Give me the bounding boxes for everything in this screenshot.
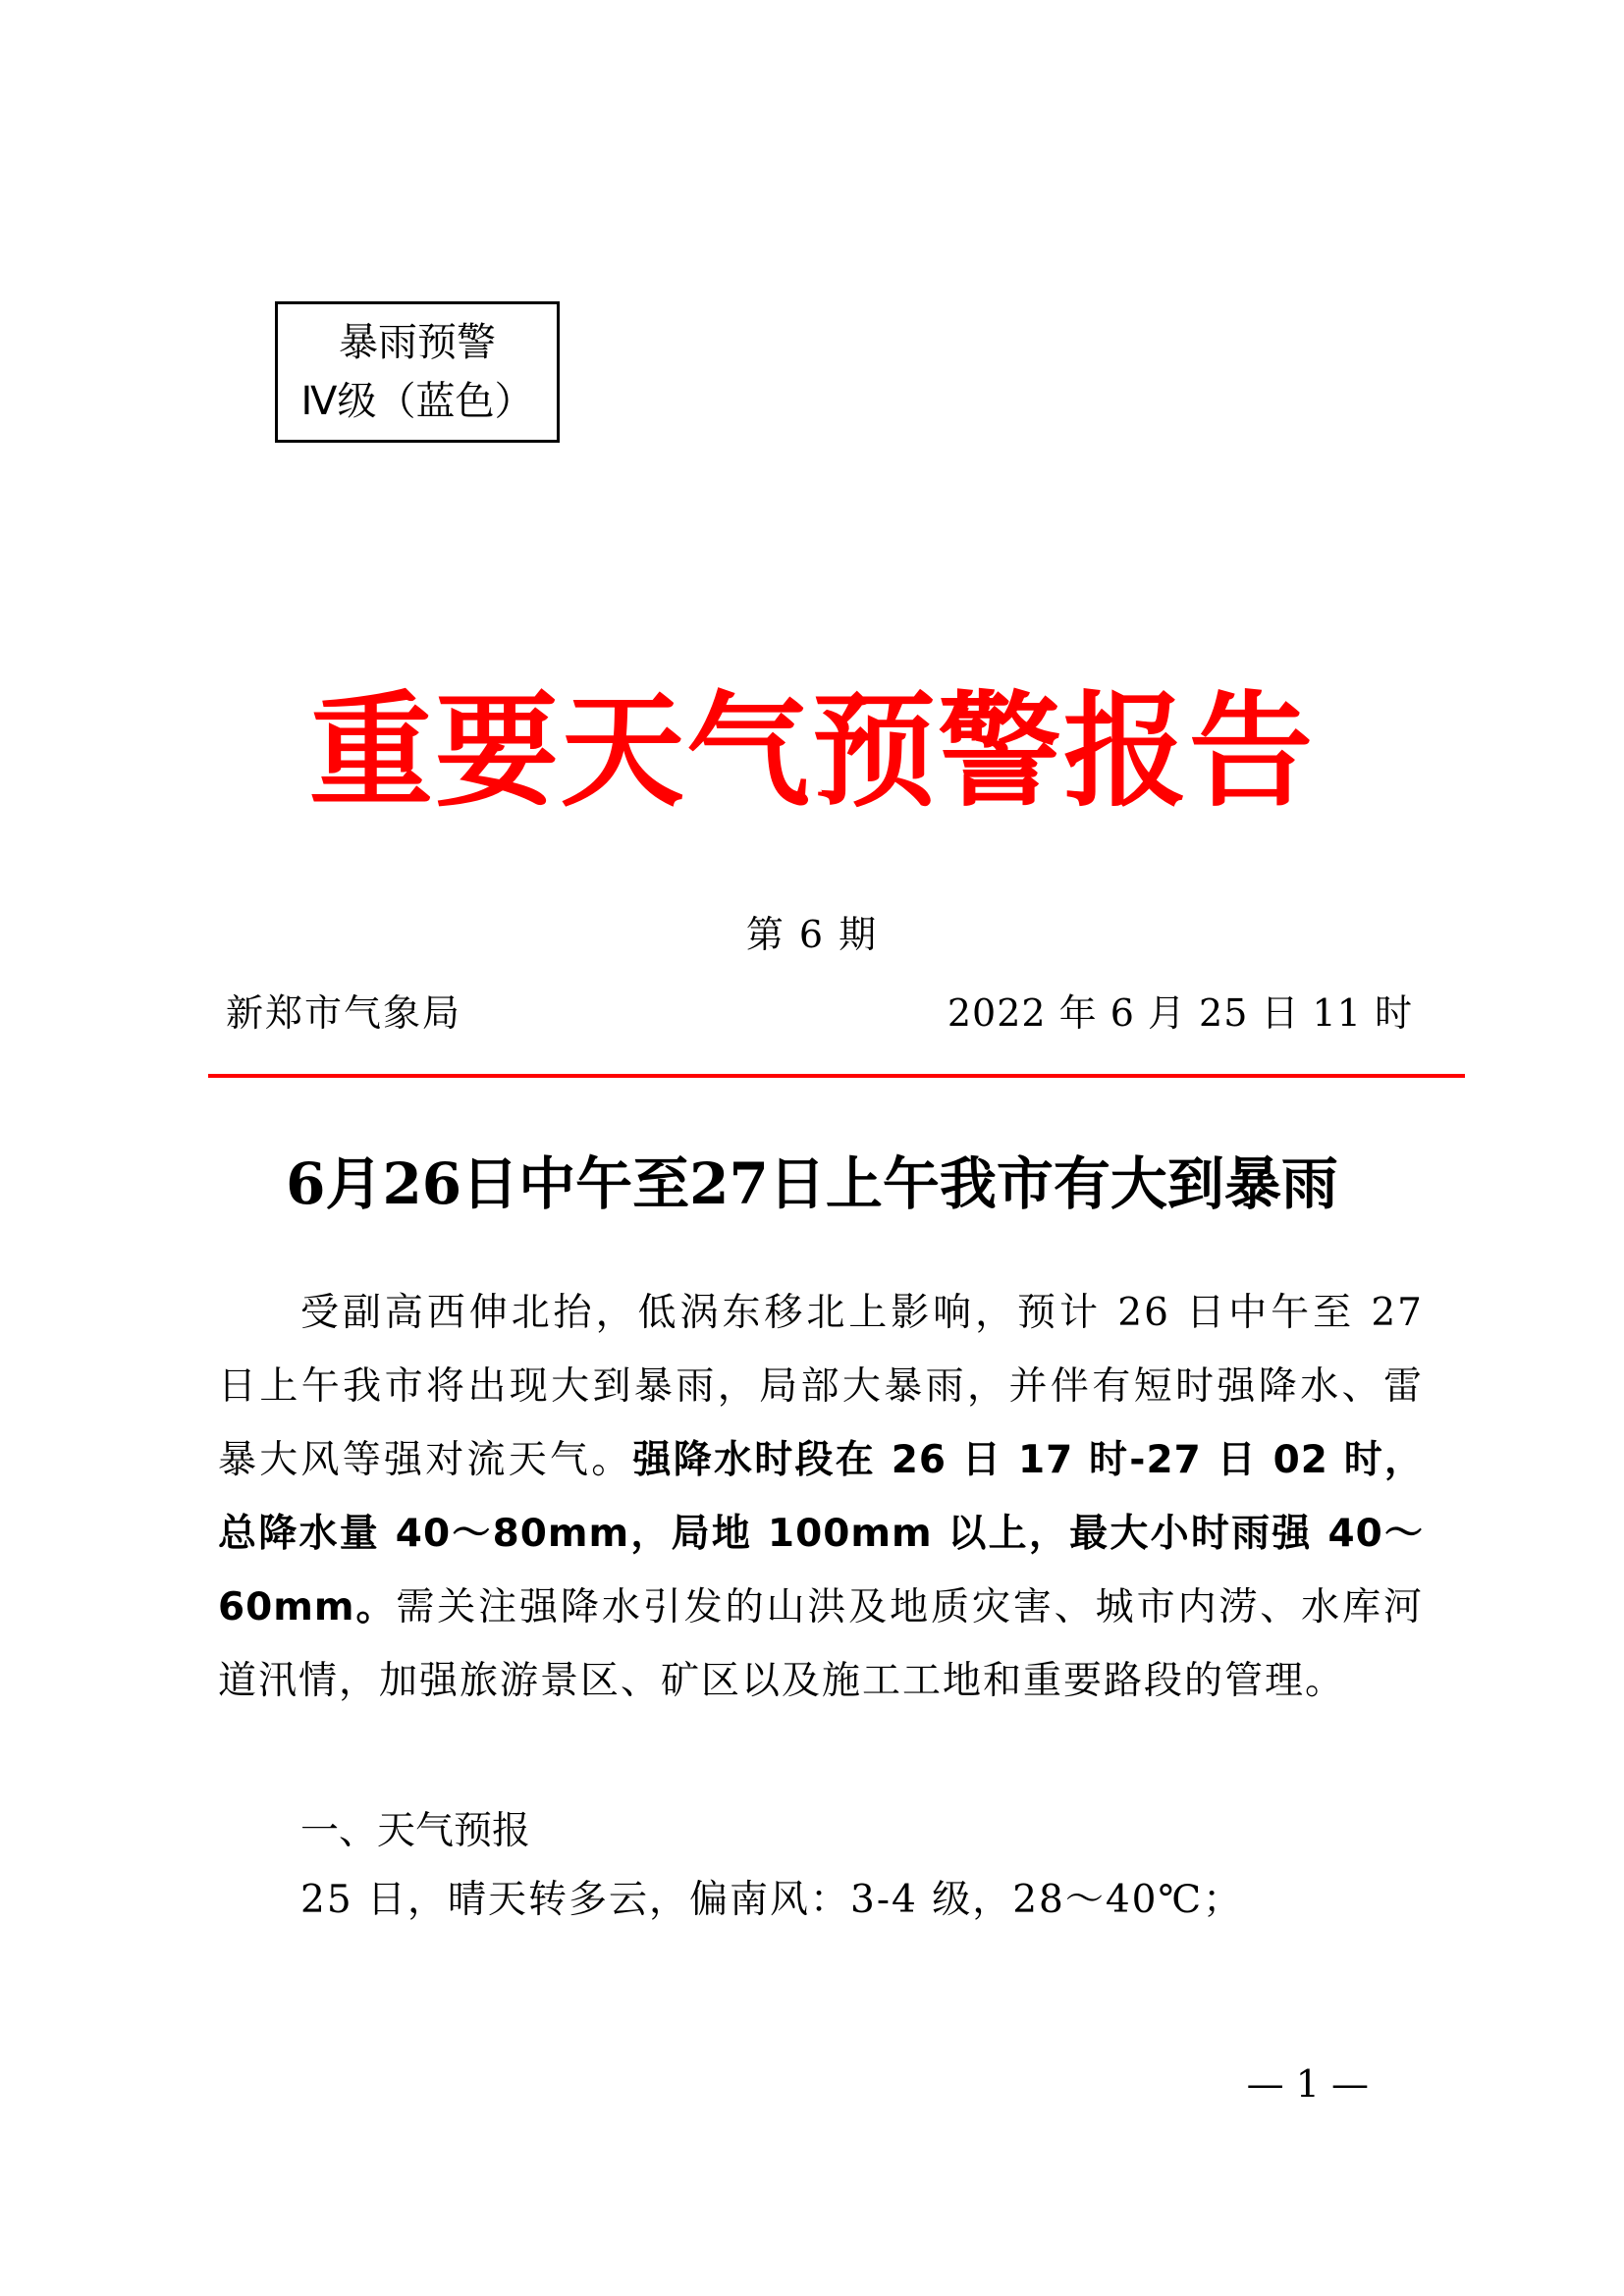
warning-level: Ⅳ级（蓝色） (300, 379, 534, 424)
body-text-normal: 受副高西伸北抬，低涡东移北上影响，预计 26 日中午至 27 日上午我市将出现大到暴雨，局部大暴雨，并伴有短时强降水、雷暴大风等强对流天气。 (218, 1291, 1424, 1482)
issue-number: 第 6 期 (745, 913, 879, 956)
headline: 6月26日中午至27日上午我市有大到暴雨 (286, 1150, 1338, 1217)
forecast-day-25: 25 日，晴天转多云，偏南风：3-4 级，28～40℃； (300, 1878, 1244, 1922)
body-text-tail: 需关注强降水引发的山洪及地质灾害、城市内涝、水库河道汛情，加强旅游景区、矿区以及施工工地和重要路段的管理。 (218, 1585, 1424, 1703)
issuer: 新郑市气象局 (226, 991, 462, 1035)
body-text-bold: 强降水时段在 26 日 17 时-27 日 02 时，总降水量 40～80mm，局地 100mm 以上，最大小时雨强 40～60mm。 (218, 1438, 1424, 1629)
warning-type: 暴雨预警 (339, 320, 496, 365)
red-divider (208, 1074, 1465, 1078)
issue-date: 2022 年 6 月 25 日 11 时 (947, 991, 1413, 1035)
warning-level-box (275, 301, 560, 443)
body-paragraph (218, 1276, 1424, 1718)
page-number: — 1 — (1246, 2062, 1369, 2106)
report-title: 重要天气预警报告 (309, 678, 1315, 824)
section-heading: 一、天气预报 (300, 1809, 531, 1853)
